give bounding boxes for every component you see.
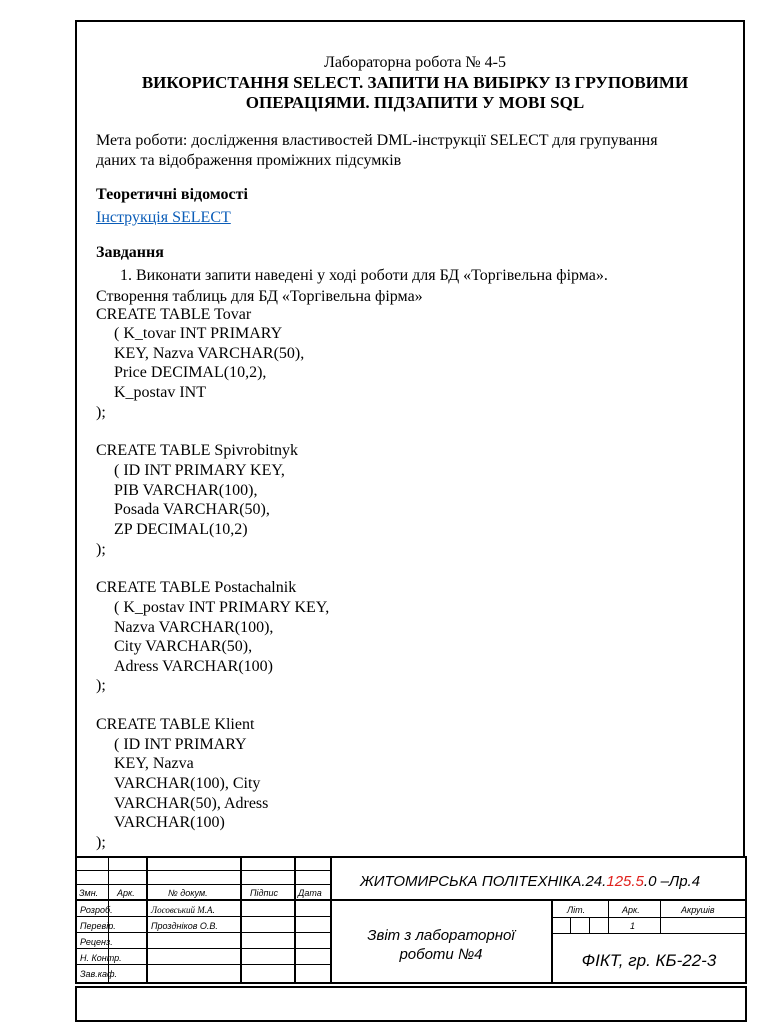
stamp-role: Перевір.	[80, 921, 116, 931]
code-line: K_postav INT	[114, 384, 206, 401]
theory-heading: Теоретичні відомості	[96, 186, 248, 203]
code-line: CREATE TABLE Spivrobitnyk	[96, 442, 298, 459]
task-heading: Завдання	[96, 244, 164, 261]
stamp-role: Реценз.	[80, 937, 113, 947]
goal-line-1: Мета роботи: дослідження властивостей DML-інструкції SELECT для групування	[96, 132, 658, 149]
stamp-col-header: Арк.	[117, 888, 135, 898]
stamp-col-header: Змн.	[79, 888, 99, 898]
ark-label: Арк.	[622, 905, 640, 915]
group-label: ФІКТ, гр. КБ-22-3	[581, 951, 717, 970]
stamp-divider	[330, 856, 332, 984]
stamp-role: Н. Контр.	[80, 953, 122, 963]
report-title-line-2: роботи №4	[399, 946, 483, 963]
stamp-divider	[660, 899, 661, 933]
code-line: ( ID INT PRIMARY	[114, 736, 247, 753]
stamp-divider	[570, 917, 571, 933]
code-line: KEY, Nazva VARCHAR(50),	[114, 345, 305, 362]
goal-line-2: даних та відображення проміжних підсумків	[96, 152, 402, 169]
code-line: CREATE TABLE Klient	[96, 716, 255, 733]
code-line: Nazva VARCHAR(100),	[114, 619, 274, 636]
ark-value: 1	[630, 921, 636, 931]
stamp-col-header: Дата	[298, 888, 322, 898]
stamp-divider	[608, 899, 609, 933]
lit-label: Літ.	[567, 905, 586, 915]
title-line-2: ОПЕРАЦІЯМИ. ПІДЗАПИТИ У МОВІ SQL	[245, 93, 585, 112]
code-line: CREATE TABLE Postachalnik	[96, 579, 297, 596]
stamp-divider	[75, 884, 330, 885]
report-title-line-1: Звіт з лабораторної	[367, 927, 515, 944]
select-instruction-link[interactable]: Інструкція SELECT	[96, 209, 231, 226]
code-line: ( K_tovar INT PRIMARY	[114, 325, 283, 342]
document-code-suffix: .0 –Лр.4	[643, 873, 701, 890]
stamp-divider	[551, 917, 747, 918]
code-line: );	[96, 541, 106, 558]
code-line: ( ID INT PRIMARY KEY,	[114, 462, 285, 479]
code-line: ( K_postav INT PRIMARY KEY,	[114, 599, 330, 616]
code-line: CREATE TABLE Tovar	[96, 306, 252, 323]
document-code-number: 125.5	[606, 873, 644, 890]
title-line-1: ВИКОРИСТАННЯ SELECT. ЗАПИТИ НА ВИБІРКУ ІЗ ГРУПОВИМИ	[141, 73, 689, 92]
code-line: KEY, Nazva	[114, 755, 194, 772]
task-subtitle: Створення таблиць для БД «Торгівельна фірма»	[96, 288, 423, 305]
code-line: );	[96, 404, 106, 421]
code-line: City VARCHAR(50),	[114, 638, 253, 655]
stamp-divider	[589, 917, 590, 933]
document-code	[360, 873, 700, 891]
stamp-col-header: № докум.	[168, 888, 208, 898]
code-line: ZP DECIMAL(10,2)	[114, 521, 248, 538]
code-line: );	[96, 677, 106, 694]
task-item-1: 1. Виконати запити наведені у ході роботи для БД «Торгівельна фірма».	[120, 267, 608, 284]
stamp-col-header: Підпис	[250, 888, 278, 898]
code-line: Posada VARCHAR(50),	[114, 501, 270, 518]
code-line: VARCHAR(100), City	[114, 775, 261, 792]
arkushiv-label: Акрушів	[681, 905, 715, 915]
code-line: VARCHAR(100)	[114, 814, 225, 831]
stamp-divider	[75, 948, 330, 949]
stamp-divider	[75, 870, 330, 871]
stamp-name: Прозднiков О.В.	[151, 921, 218, 931]
lab-number: Лабораторна робота № 4-5	[323, 54, 507, 71]
stamp-divider	[75, 964, 330, 965]
stamp-divider	[551, 933, 747, 934]
code-line: Price DECIMAL(10,2),	[114, 364, 267, 381]
stamp-name: Лосовський М.А.	[151, 905, 215, 915]
stamp-role: Зав.каф.	[80, 969, 118, 979]
stamp-divider	[75, 916, 330, 917]
stamp-role: Розроб.	[80, 905, 113, 915]
code-line: );	[96, 834, 106, 851]
code-line: PIB VARCHAR(100),	[114, 482, 258, 499]
code-line: VARCHAR(50), Adress	[114, 795, 269, 812]
stamp-divider	[75, 899, 747, 901]
document-code-prefix: ЖИТОМИРСЬКА ПОЛІТЕХНІКА.24.	[360, 873, 607, 890]
bottom-frame-box	[75, 986, 747, 1022]
stamp-divider	[75, 932, 330, 933]
code-line: Adress VARCHAR(100)	[114, 658, 273, 675]
